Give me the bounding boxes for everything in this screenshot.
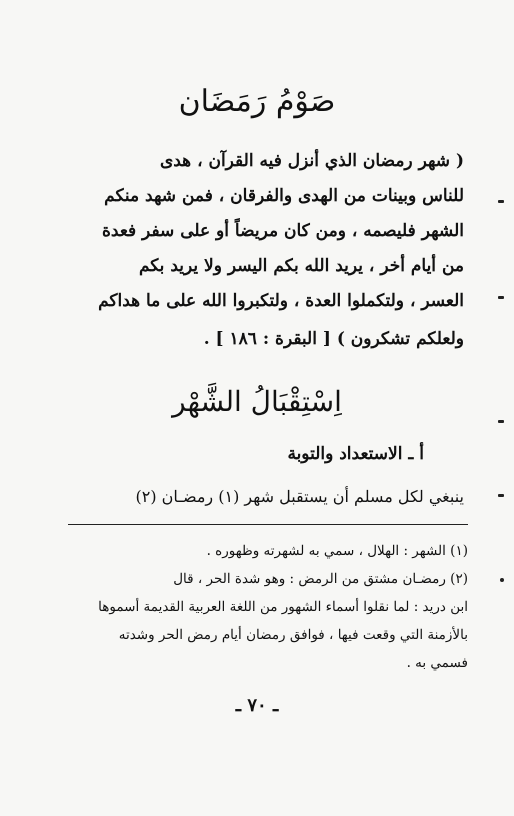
verse-line-3: الشهر فليصمه ، ومن كان مريضاً أو على سفر فعدة: [101, 221, 464, 241]
body-line: ينبغي لكل مسلم أن يستقبل شهر (١) رمضـان (٢): [135, 487, 464, 506]
footnote-2-continued-1: ابن دريد : لما نقلوا أسماء الشهور من اللغة العربية القديمة أسموها: [98, 599, 468, 615]
verse-line-6: ولعلكم تشكرون ) [ البقرة : ١٨٦ ] .: [203, 329, 464, 349]
margin-speck: [500, 578, 504, 582]
verse-line-1: ( شهر رمضان الذي أنزل فيه القرآن ، هدى: [159, 151, 464, 171]
page-number: ـ ٧٠ ـ: [235, 695, 279, 716]
footnote-2-continued-2: بالأزمنة التي وقعت فيها ، فوافق رمضان أيام رمض الحر وشدته: [118, 627, 468, 643]
chapter-title: صَوْمُ رَمَضَان: [178, 84, 336, 119]
margin-speck: [498, 494, 504, 497]
subsection-title: أ ـ الاستعداد والتوبة: [287, 444, 424, 464]
footnote-2: (٢) رمضـان مشتق من الرمض : وهو شدة الحر ، قال: [173, 571, 468, 587]
footnote-2-continued-3: فسمي به .: [406, 655, 468, 671]
section-title: اِسْتِقْبَالُ الشَّهْر: [172, 385, 342, 418]
verse-line-5: العسر ، ولتكملوا العدة ، ولتكبروا الله على ما هداكم: [98, 291, 464, 311]
margin-speck: [498, 296, 504, 299]
verse-line-2: للناس وبينات من الهدى والفرقان ، فمن شهد منكم: [104, 186, 464, 206]
footnote-1: (١) الشهر : الهلال ، سمي به لشهرته وظهوره .: [206, 543, 468, 559]
margin-speck: [498, 420, 504, 423]
margin-speck: [498, 200, 504, 203]
footnote-divider: [68, 524, 468, 525]
verse-line-4: من أيام أخر ، يريد الله بكم اليسر ولا يريد بكم: [138, 256, 464, 276]
